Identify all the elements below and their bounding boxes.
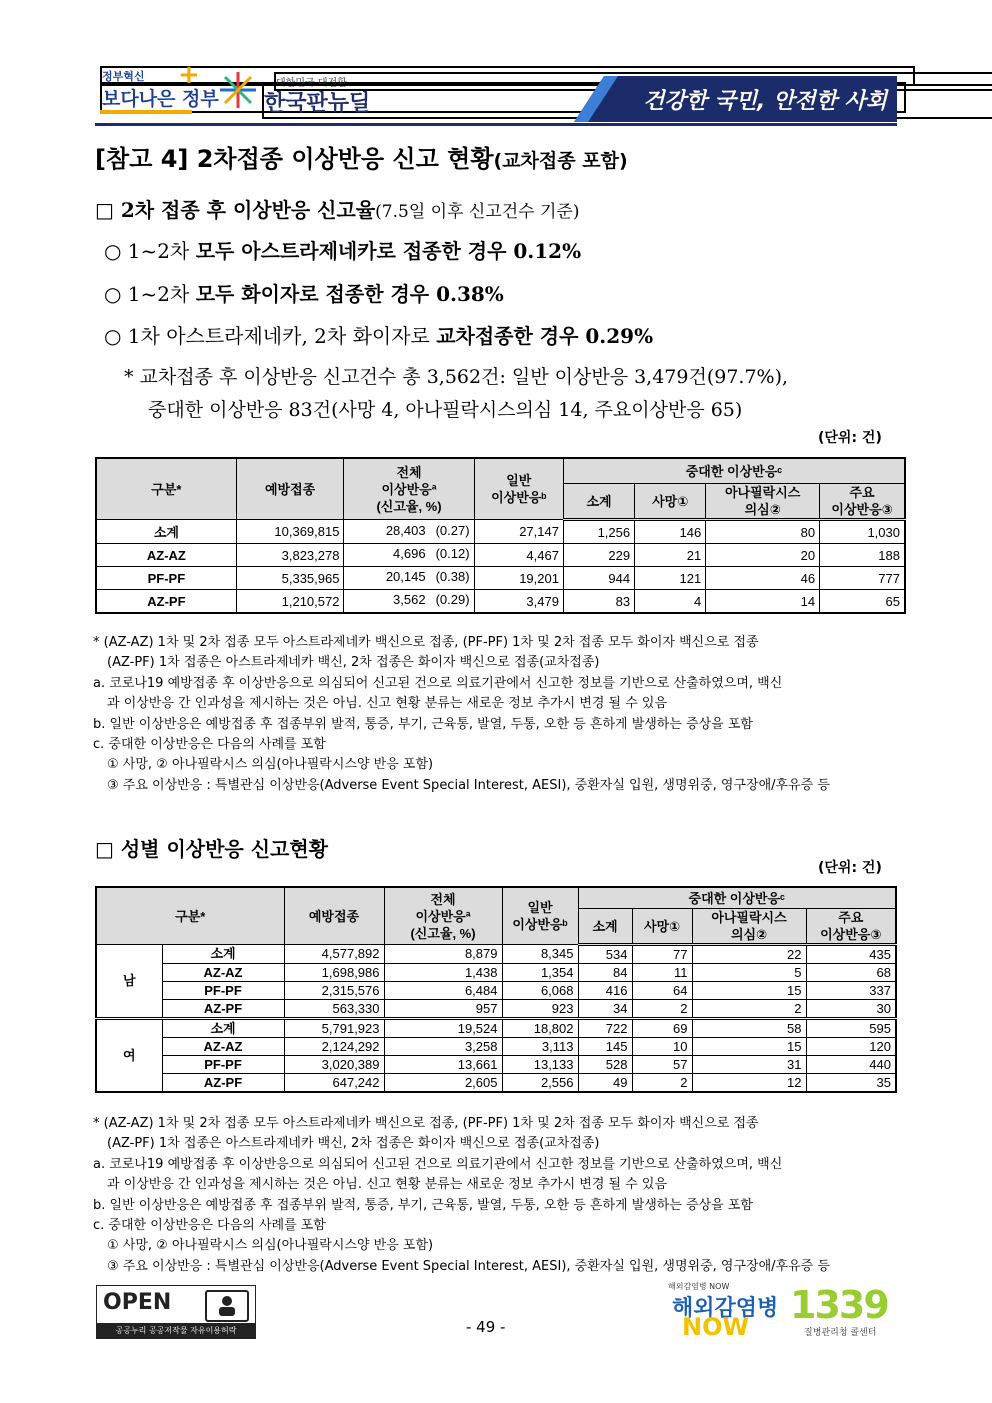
table-row: PF-PF 5,335,965 (0.38) 20,145 19,201 944 121 46 777 <box>96 567 905 590</box>
unit-label-2: (단위: 건) <box>818 860 882 876</box>
table-row: AZ-PF 1,210,572 (0.29) 3,562 3,479 83 4 14 65 <box>96 590 905 614</box>
logo-korean-new-deal: 대한민국 대전환 한국판뉴딜 <box>218 70 383 116</box>
header-divider <box>95 123 897 126</box>
table-row: 남 소계 4,577,892 8,879 8,345 534 77 22 435 <box>96 945 896 964</box>
table2-notes: * (AZ-AZ) 1차 및 2차 접종 모두 아스트라제네카 백신으로 접종, (PF-PF) 1차 및 2차 접종 모두 화이자 백신으로 접종 (AZ-PF) 1차 접종은 아스트라제네카 백신, 2차 접종은 화이자 백신으로 접종(교차접종) a. 코로나19 예방접종 후 이상반응으로 의심되어 신고된 건으로 의료기관에서 신고한 정보를 기반으로 산출하였으며, 백신 과 이상반응 간 인과성을 제시하는 것은 아님. 신고 현황 분류는 새로운 정보 추가시 변경 될 수 있음 b. 일반 이상반응은 예방접종 후 접종부위 발적, 통증, 부기, 근육통, 발열, 두통, 오한 등 흔하게 발생하는 증상을 포함 c. 중대한 이상반응은 다음의 사례를 포함 ① 사망, ② 아나필락시스 의심(아나필락시스양 반응 포함) ③ 주요 이상반응 : 특별관심 이상반응(Adverse Event Special Interest, AESI), 중환자실 입원, 생명위중, 영구장애/후유증 등 <box>93 1116 830 1274</box>
table-row: AZ-AZ 3,823,278 (0.12) 4,696 4,467 229 21 20 188 <box>96 544 905 567</box>
table1-notes: * (AZ-AZ) 1차 및 2차 접종 모두 아스트라제네카 백신으로 접종, (PF-PF) 1차 및 2차 접종 모두 화이자 백신으로 접종 (AZ-PF) 1차 접종은 아스트라제네카 백신, 2차 접종은 화이자 백신으로 접종(교차접종) a. 코로나19 예방접종 후 이상반응으로 의심되어 신고된 건으로 의료기관에서 신고한 정보를 기반으로 산출하였으며, 백신 과 이상반응 간 인과성을 제시하는 것은 아님. 신고 현황 분류는 새로운 정보 추가시 변경 될 수 있음 b. 일반 이상반응은 예방접종 후 접종부위 발적, 통증, 부기, 근육통, 발열, 두통, 오한 등 흔하게 발생하는 증상을 포함 c. 중대한 이상반응은 다음의 사례를 포함 ① 사망, ② 아나필락시스 의심(아나필락시스양 반응 포함) ③ 주요 이상반응 : 특별관심 이상반응(Adverse Event Special Interest, AESI), 중환자실 입원, 생명위중, 영구장애/후유증 등 <box>93 635 830 793</box>
section2-heading: □ 성별 이상반응 신고현황 <box>95 837 328 861</box>
person-icon <box>205 1290 249 1322</box>
bullet-az-az: ○ 1~2차 모두 아스트라제네카로 접종한 경우 0.12% <box>104 239 582 263</box>
page-number: - 49 - <box>466 1318 506 1336</box>
note-cross-line2: 중대한 이상반응 83건(사망 4, 아나필락시스의심 14, 주요이상반응 65) <box>148 399 743 421</box>
logo-1339-call-center: 1339 질병관리청 콜센터 <box>790 1283 888 1338</box>
table-row: 소계 10,369,815 (0.27) 28,403 27,147 1,256 146 80 1,030 <box>96 520 905 544</box>
section1-heading: □ 2차 접종 후 이상반응 신고율(7.5일 이후 신고건수 기준) <box>95 198 580 222</box>
table-reaction-by-sex: 구분* 예방접종 전체 이상반응ª (신고율, %) 일반 이상반응ᵇ 중대한 이상반응ᶜ 소계 사망① 아나필락시스 의심② 주요 이상반응③ 남 소계 4,577,892 8,879 8,345 534 77 22 435 AZ-AZ 1,698,986 1,438 1,354 84 11 5 68 PF-PF 2,315,576 6,484 6,068 416 64 15 337 AZ-PF 563,330 957 923 34 2 2 30 여 소계 5,791,923 19,524 18,802 722 69 58 595 AZ-AZ 2,124,292 3,258 3,113 145 10 15 120 PF-PF 3,020,389 13,661 13,133 528 57 31 440 AZ-PF 647,242 2,605 2,556 49 2 12 35 <box>95 886 897 1093</box>
table-row: AZ-AZ 2,124,292 3,258 3,113 145 10 15 120 <box>96 1038 896 1056</box>
open-license-badge: OPEN 공공누리 공공저작물 자유이용허락 <box>96 1285 256 1339</box>
header-banner: 건강한 국민, 안전한 사회 <box>574 76 897 122</box>
table-row: AZ-PF 647,242 2,605 2,556 49 2 12 35 <box>96 1074 896 1093</box>
table-row: 여 소계 5,791,923 19,524 18,802 722 69 58 595 <box>96 1019 896 1038</box>
logo-overseas-infection-now: 해외감염병 NOW 해외감염병 NOW <box>668 1282 779 1341</box>
sex-label: 남 <box>96 945 162 1019</box>
bullet-pf-pf: ○ 1~2차 모두 화이자로 접종한 경우 0.38% <box>104 282 504 306</box>
table-row: AZ-PF 563,330 957 923 34 2 2 30 <box>96 1000 896 1019</box>
logo-government-innovation: 정부혁신 보다나은 정부 + <box>100 66 200 116</box>
table-reaction-by-schedule: 구분* 예방접종 전체 이상반응ª (신고율, %) 일반 이상반응ᵇ 중대한 이상반응ᶜ 소계 사망① 아나필락시스 의심② 주요 이상반응③ 소계 10,369,815 (0.27) 28,403 27,147 1,256 146 80 1,030 AZ-AZ 3,823,278 (0.12) 4,696 4,467 229 21 20 188 PF-PF 5,335,965 (0.38) 20,145 19,201 944 121 46 777 AZ-PF 1,210,572 (0.29) 3,562 3,479 83 4 14 65 <box>95 457 906 614</box>
plus-icon: + <box>178 60 200 90</box>
page-title: [참고 4] 2차접종 이상반응 신고 현황(교차접종 포함) <box>95 145 628 173</box>
table-row: PF-PF 2,315,576 6,484 6,068 416 64 15 337 <box>96 982 896 1000</box>
unit-label: (단위: 건) <box>818 430 882 446</box>
note-cross-line1: * 교차접종 후 이상반응 신고건수 총 3,562건: 일반 이상반응 3,479건(97.7%), <box>124 366 789 388</box>
table-row: AZ-AZ 1,698,986 1,438 1,354 84 11 5 68 <box>96 964 896 982</box>
new-deal-icon <box>218 70 258 110</box>
bullet-az-pf: ○ 1차 아스트라제네카, 2차 화이자로 교차접종한 경우 0.29% <box>104 324 654 348</box>
table-row: PF-PF 3,020,389 13,661 13,133 528 57 31 440 <box>96 1056 896 1074</box>
sex-label: 여 <box>96 1019 162 1093</box>
